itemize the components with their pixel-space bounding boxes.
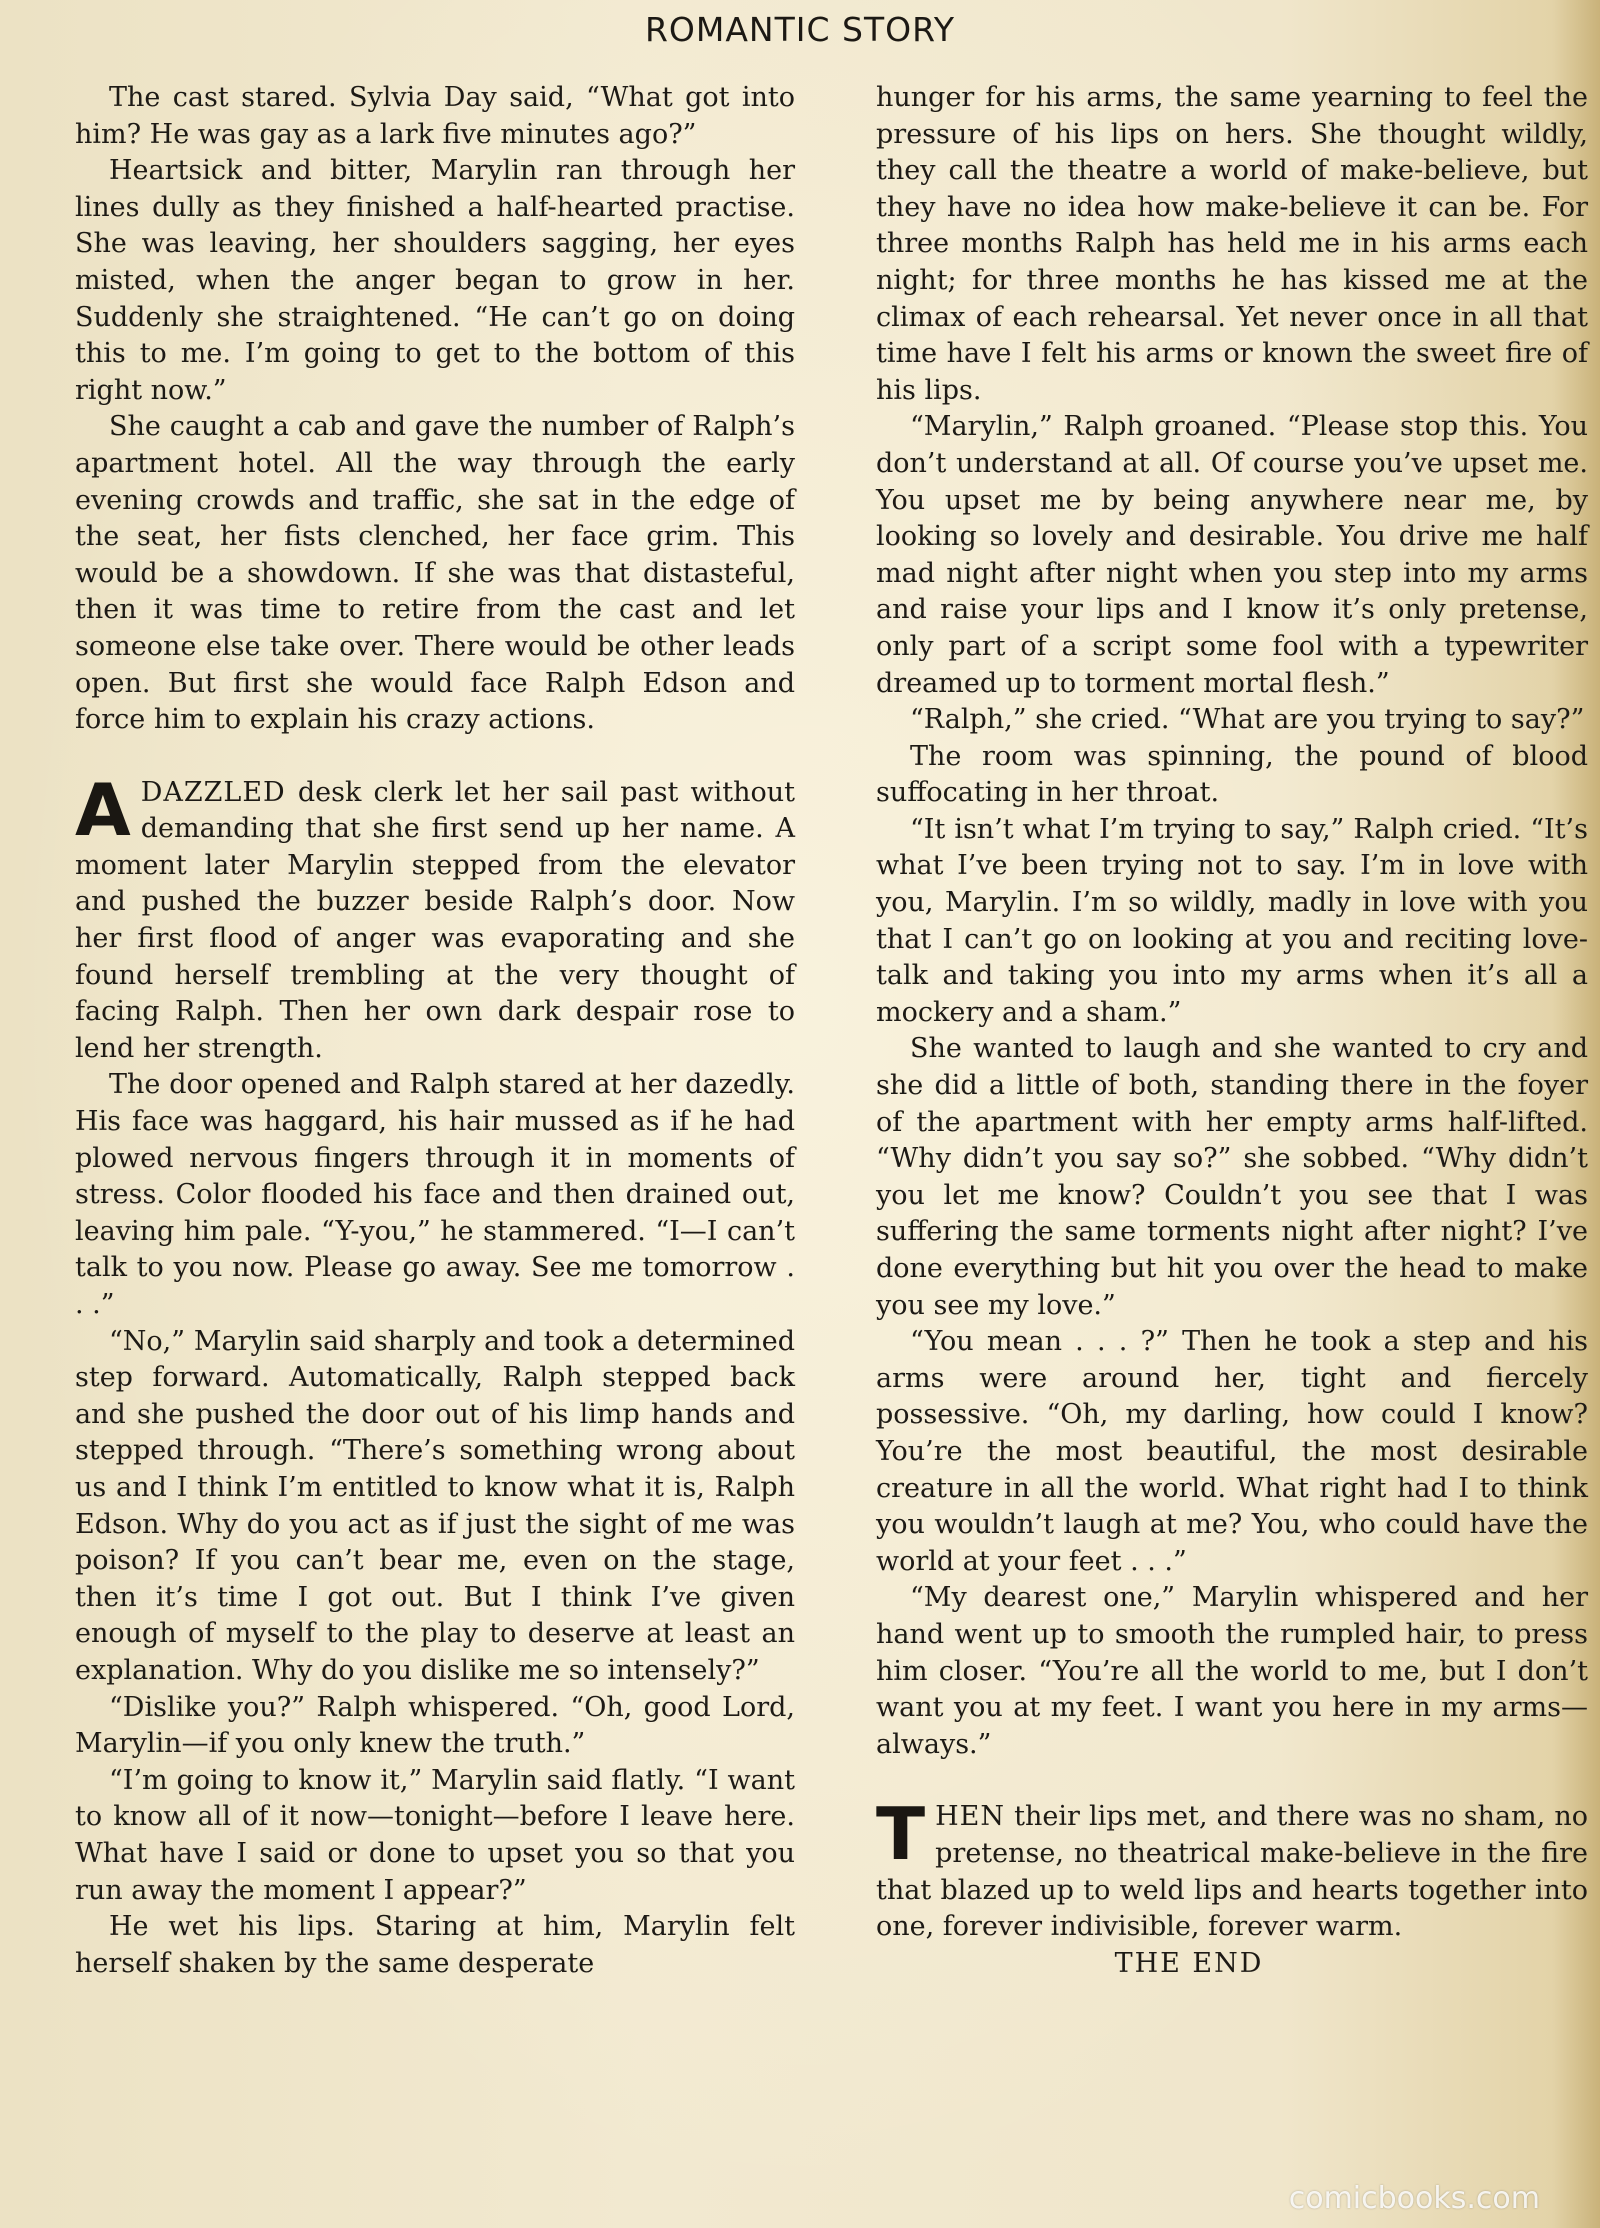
paragraph: “My dearest one,” Marylin whispered and her hand went up to smooth the rumpled hair, to press him closer. “You’re all the world to me, but I don’t want you at my feet. I want you here in my arms—always.” <box>876 1582 1588 1760</box>
paragraph: She caught a cab and gave the number of Ralph’s apartment hotel. All the way through the early evening crowds and traffic, she sat in the edge of the seat, her fists clenched, her face grim. This would be a showdown. If she was that distasteful, then it was time to retire from the cast and let someone else take over. There would be other leads open. But first she would face Ralph Edson and force him to explain his crazy actions. <box>75 411 795 736</box>
lead-in-caps: DAZZLED <box>140 776 286 808</box>
paragraph: “It isn’t what I’m trying to say,” Ralph cried. “It’s what I’ve been trying not to say. I’m in love with you, Marylin. I’m so wildly, madly in love with you that I can’t go on looking at you and reciting love-talk and taking you into my arms when it’s all a mockery and a sham.” <box>876 813 1588 1028</box>
paragraph: He wet his lips. Staring at him, Marylin felt herself shaken by the same desperate <box>75 1911 795 1979</box>
paragraph: She wanted to laugh and she wanted to cry and she did a little of both, standing there in the foyer of the apartment with her empty arms half-lifted. “Why didn’t you say so?” she sobbed. “Why didn’t you let me know? Couldn’t you see that I was suffering the same torments night after night? I’ve done everything but hit you over the head to make you see my love.” <box>876 1033 1588 1321</box>
watermark: comicbooks.com <box>1288 2181 1540 2216</box>
left-column <box>75 80 795 1982</box>
paragraph: The room was spinning, the pound of blood suffocating in her throat. <box>876 740 1588 809</box>
paragraph: “You mean . . . ?” Then he took a step and his arms were around her, tight and fiercely possessive. “Oh, my darling, how could I know? You’re the most beautiful, the most desirable creature in all the world. What right had I to think you wouldn’t laugh at me? You, who could have the world at your feet . . .” <box>876 1326 1588 1577</box>
paragraph: Heartsick and bitter, Marylin ran through her lines dully as they finished a half-hearted practise. She was leaving, her shoulders sagging, her eyes misted, when the anger began to grow in her. Suddenly she straightened. “He can’t go on doing this to me. I’m going to get to the bottom of this right now.” <box>75 155 795 406</box>
paragraph: hunger for his arms, the same yearning to feel the pressure of his lips on hers. She thought wildly, they call the theatre a world of make-believe, but they have no idea how make-believe it can be. For three months Ralph has held me in his arms each night; for three months he has kissed me at the climax of each rehearsal. Yet never once in all that time have I felt his arms or known the sweet fire of his lips. <box>876 82 1588 406</box>
paragraph: “No,” Marylin said sharply and took a determined step forward. Automatically, Ralph stepped back and she pushed the door out of his limp hands and stepped through. “There’s something wrong about us and I think I’m entitled to know what it is, Ralph Edson. Why do you act as if just the sight of me was poison? If you can’t bear me, even on the stage, then it’s time I got out. But I think I’ve given enough of myself to the play to deserve at least an explanation. Why do you dislike me so intensely?” <box>75 1325 795 1686</box>
drop-cap: A <box>75 767 131 852</box>
right-column <box>876 80 1588 1982</box>
running-header: ROMANTIC STORY <box>644 10 956 49</box>
paragraph: “Ralph,” she cried. “What are you trying to say?” <box>910 704 1585 736</box>
section-break <box>75 739 795 775</box>
paragraph-text: their lips met, and there was no sham, no pretense, no theatrical make-believe in the fire that blazed up to weld lips and hearts together into one, forever indivisible, forever warm. <box>876 1801 1588 1943</box>
section-break <box>876 1763 1588 1799</box>
paragraph-text: desk clerk let her sail past without demanding that she first send up her name. A moment later Marylin stepped from the elevator and pushed the buzzer beside Ralph’s door. Now her first flood of anger was evaporating and she found herself trembling at the very thought of facing Ralph. Then her own dark despair rose to lend her strength. <box>75 776 795 1064</box>
drop-cap: T <box>876 1792 926 1877</box>
the-end-label: THE END <box>1114 1947 1264 1979</box>
section-opening-paragraph <box>876 1792 1588 1945</box>
paragraph: “Marylin,” Ralph groaned. “Please stop this. You don’t understand at all. Of course you’ve upset me. You upset me by being anywhere near me, by looking so lovely and desirable. You drive me half mad night after night when you step into my arms and raise your lips and I know it’s only pretense, only part of a script some fool with a typewriter dreamed up to torment mortal flesh.” <box>876 411 1588 699</box>
lead-in-caps: HEN <box>935 1801 1006 1833</box>
paragraph: “Dislike you?” Ralph whispered. “Oh, good Lord, Marylin—if you only knew the truth.” <box>75 1691 795 1760</box>
paragraph: The cast stared. Sylvia Day said, “What got into him? He was gay as a lark five minutes ago?” <box>75 82 795 150</box>
paragraph: The door opened and Ralph stared at her dazedly. His face was haggard, his hair mussed as if he had plowed nervous fingers through it in moments of stress. Color flooded his face and then drained out, leaving him pale. “Y-you,” he stammered. “I—I can’t talk to you now. Please go away. See me tomorrow . . .” <box>75 1069 795 1320</box>
section-opening-paragraph <box>75 767 795 1068</box>
paragraph: “I’m going to know it,” Marylin said flatly. “I want to know all of it now—tonight—before I leave here. What have I said or done to upset you so that you run away the moment I appear?” <box>75 1764 795 1906</box>
